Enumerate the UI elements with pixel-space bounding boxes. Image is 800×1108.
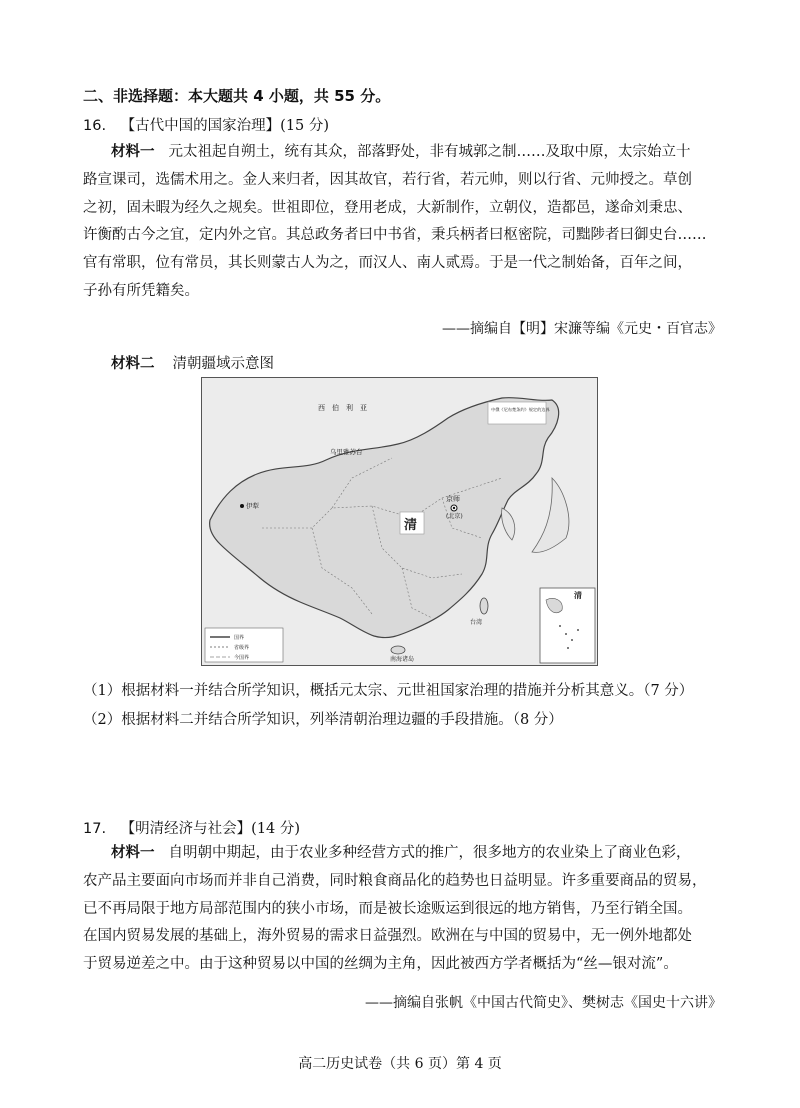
legend-label-province: 省级界 xyxy=(234,645,250,651)
q17-material1-label: 材料一 xyxy=(111,845,155,861)
page-footer: 高二历史试卷（共 6 页）第 4 页 xyxy=(298,1056,502,1072)
q16-material1-line: 许衡酌古今之宜，定内外之官。其总政务者曰中书省，秉兵柄者曰枢密院，司黜陟者曰御史台…… xyxy=(83,227,707,244)
hainan-island xyxy=(391,646,405,654)
q17-material1-line: 于贸易逆差之中。由于这种贸易以中国的丝绸为主角，因此被西方学者概括为“丝—银对流”。 xyxy=(83,956,678,973)
island-dot xyxy=(577,629,579,631)
question-17-number: 17. xyxy=(83,821,107,837)
question-16-title: 【古代中国的国家治理】(15 分) xyxy=(120,118,330,134)
map-label-taiwan: 台湾 xyxy=(470,619,483,626)
capital-marker-dot xyxy=(453,507,455,509)
inset-title: 清 xyxy=(574,590,582,600)
island-dot xyxy=(567,647,569,649)
q16-material1-line: 之初，固未暇为经久之规矣。世祖即位，登用老成，大新制作，立朝仪，造都邑，遂命刘秉忠、 xyxy=(83,199,692,216)
q16-material2-label: 材料二 xyxy=(111,356,155,372)
island-dot xyxy=(559,625,561,627)
q16-material1-line: 官有常职，位有常员，其长则蒙古人为之，而汉人、南人贰焉。于是一代之制始备，百年之间， xyxy=(83,255,692,272)
legend-label-modern: 今国界 xyxy=(234,655,250,661)
q17-material1-line: 农产品主要面向市场而并非自己消费，同时粮食商品化的趋势也日益明显。许多重要商品的贸易， xyxy=(83,872,707,889)
treaty-note-box xyxy=(488,402,546,424)
q17-material1-line: 在国内贸易发展的基础上，海外贸易的需求日益强烈。欧洲在与中国的贸易中，无一例外地都处 xyxy=(83,928,692,945)
q16-material1-line: 元太祖起自朔土，统有其众，部落野处，非有城郭之制……及取中原，太宗始立十 xyxy=(168,144,691,160)
map-label-nanhai: 南海诸岛 xyxy=(390,656,415,663)
question-17-header xyxy=(83,817,300,838)
q16-sub-question-1: （1）根据材料一并结合所学知识，概括元太宗、元世祖国家治理的措施并分析其意义。（7 分） xyxy=(83,683,694,699)
section-heading: 二、非选择题：本大题共 4 小题，共 55 分。 xyxy=(83,87,391,105)
q16-material1-line: 路宣课司，选儒术用之。金人来归者，因其故官，若行省，若元帅，则以行省、元帅授之。草创 xyxy=(83,171,692,188)
question-17-title: 【明清经济与社会】(14 分) xyxy=(120,821,301,837)
map-label-capital: 京师 xyxy=(446,495,460,503)
q17-material1-paragraph xyxy=(83,840,723,979)
q17-material1-line: 自明朝中期起，由于农业多种经营方式的推广，很多地方的农业染上了商业色彩， xyxy=(168,845,691,861)
q17-material1-source: ——摘编自张帆《中国古代简史》、樊树志《国史十六讲》 xyxy=(365,995,722,1011)
q16-material1-label: 材料一 xyxy=(111,144,155,160)
question-16-header xyxy=(83,114,329,135)
map-svg xyxy=(202,378,597,665)
q16-sub-question-2: （2）根据材料二并结合所学知识，列举清朝治理边疆的手段措施。（8 分） xyxy=(83,712,563,728)
map-label-wuliyasutai: 乌里雅苏台 xyxy=(330,448,363,456)
yili-marker xyxy=(240,504,244,508)
q16-material1-line: 子孙有所凭籍矣。 xyxy=(83,282,199,299)
map-label-qing: 清 xyxy=(404,518,418,533)
question-16-number: 16. xyxy=(83,118,107,134)
legend-label-national: 国界 xyxy=(234,635,245,641)
map-label-siberia: 西 伯 利 亚 xyxy=(318,404,367,412)
q16-material1-source: ——摘编自【明】宋濂等编《元史・百官志》 xyxy=(442,321,722,337)
q16-material1-paragraph xyxy=(83,139,723,306)
island-dot xyxy=(565,633,567,635)
island-dot xyxy=(571,639,573,641)
taiwan-island xyxy=(480,598,488,614)
map-label-yili: 伊犁 xyxy=(246,502,259,510)
map-treaty-note: 中俄《尼布楚条约》规定的边界 xyxy=(491,407,550,412)
qing-territory-map xyxy=(201,377,598,666)
q17-material1-line: 已不再局限于地方局部范围内的狭小市场，而是被长途贩运到很远的地方销售，乃至行销全国。 xyxy=(83,900,692,917)
q16-material2-caption: 清朝疆域示意图 xyxy=(172,356,274,372)
q16-material2-heading xyxy=(111,352,274,373)
map-label-capital-sub: (北京) xyxy=(446,513,463,520)
